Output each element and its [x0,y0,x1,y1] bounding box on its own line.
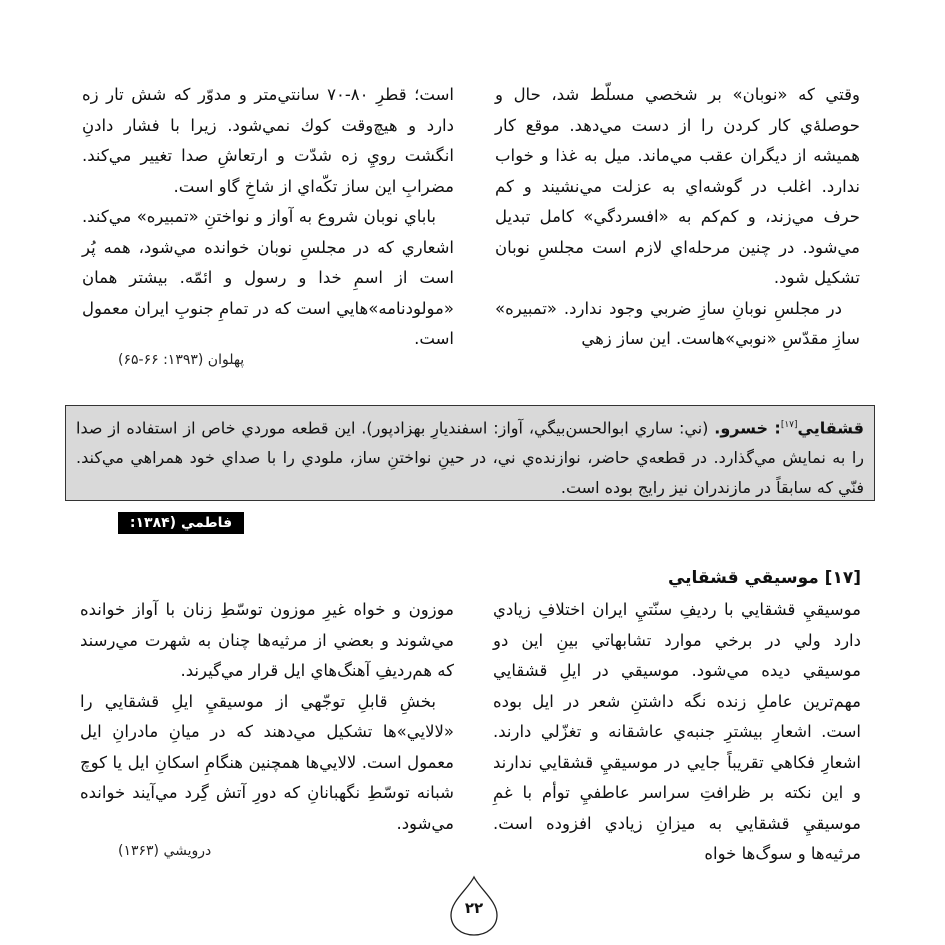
paragraph: موسيقيِ قشقايي با رديفِ سنّتيِ ايران اختلافِ زيادي دارد ولي در برخي موارد تشابهاتي بينِ اين دو موسيقي ديده مي‌شود. موسيقي در ايلِ قشقايي مهم‌ترين عاملِ زنده نگه داشتنِ شعر در ايل بوده است. اشعارِ بيشترِ جنبه‌ي عاشقانه و تغزّلي دارند. اشعارِ فكاهي تقريباً جايي در موسيقيِ قشقايي ندارند و اين نكته بر ظرافتِ سراسر عاطفيِ توأم با غمِ موسيقيِ قشقايي به ميزانِ زيادي افزوده است. مرثيه‌ها و سوگ‌ها خواه [493,600,861,863]
paragraph: در مجلسِ نوبانِ سازِ ضربي وجود ندارد. «تمبيره» سازِ مقدّسِ «نوبي»هاست. اين ساز زهي [495,298,860,348]
box-term: قشقايي [797,418,864,438]
box-description: (ني: ساري ابوالحسن‌بيگي، آواز: اسفنديارِ بهزادپور). اين قطعه موردي خاص از استفاده از صدا را به نمايش مي‌گذارد. در قطعه‌ي حاضر، نوازنده‌ي ني، در حينِ نواختنِ ساز، ملودي را با صداي خود همراهي مي‌كند. فنّي كه سابقاً در مازندران نيز رايج بوده است. [76,418,864,498]
section-heading: [۱۷] موسيقي قشقايي [667,568,861,588]
paragraph: موزون و خواه غيرِ موزون توسّطِ زنان با آواز خوانده مي‌شوند و بعضي از مرثيه‌ها چنان به شهرت مي‌رسند كه هم‌رديفِ آهنگ‌هاي ايل قرار مي‌گيرند. [80,600,454,680]
track-title: خسرو. [714,418,769,438]
source-citation: درويشي (۱۳۶۳) [118,843,212,859]
section-left-column [80,595,454,839]
paragraph: بخشِ قابلِ توجّهي از موسيقيِ ايلِ قشقايي را «لالايي»ها تشكيل مي‌دهند كه در ميانِ مادرانِ ايل معمول است. لالايي‌ها همچنين هنگامِ اسكانِ ايل يا كوچ شبانه توسّطِ نگهبانانِ كه دورِ آتش گِرد مي‌آيند خوانده مي‌شود. [80,691,454,833]
footnote-marker: [۱۷] [780,420,798,430]
source-citation: پهلوان (۱۳۹۳: ۶۶-۶۵) [118,352,245,368]
page-number-badge [447,875,501,937]
paragraph: است؛ قطرِ ۸۰-۷۰ سانتي‌متر و مدوّر كه شش تار زه دارد و هيچ‌وقت كوك نمي‌شود. زيرا با فشار دادنِ انگشت رويِ زه شدّت و ارتعاشِ صدا تغيير مي‌كند. مضرابِ اين ساز تكّه‌اي از شاخِ گاو است. [82,85,455,196]
top-left-column [82,80,454,355]
paragraph: وقتي كه «نوبان» بر شخصي مسلّط شد، حال و حوصلهٔ‌ي كار كردن را از دست مي‌دهد. موقع كار هميشه از ديگران عقب مي‌ماند. ميل به غذا و خواب ندارد. اغلب در گوشه‌اي به عزلت مي‌نشيند و كم حرف مي‌زند، و كم‌كم به «افسردگي» كامل تبديل مي‌شود. در چنين مرحله‌اي لازم است مجلسِ نوبان تشكيل شود. [495,85,860,287]
section-right-column [493,595,861,870]
top-right-column [495,80,860,355]
page-number: ۲۲ [464,899,484,917]
paragraph: باباي نوبان شروع به آواز و نواختنِ «تمبيره» مي‌كند. اشعاري كه در مجلسِ نوبان خوانده مي‌شود، همه پُر است از اسمِ خدا و رسول و ائمّه. بيشتر همان «مولودنامه»هايي است كه در تمامِ جنوبِ ايران معمول است. [82,207,454,348]
audio-track-box [65,405,875,501]
box-source-citation: فاطمي (۱۳۸۴: ۲۰) [118,512,244,534]
box-colon: : [768,418,781,438]
